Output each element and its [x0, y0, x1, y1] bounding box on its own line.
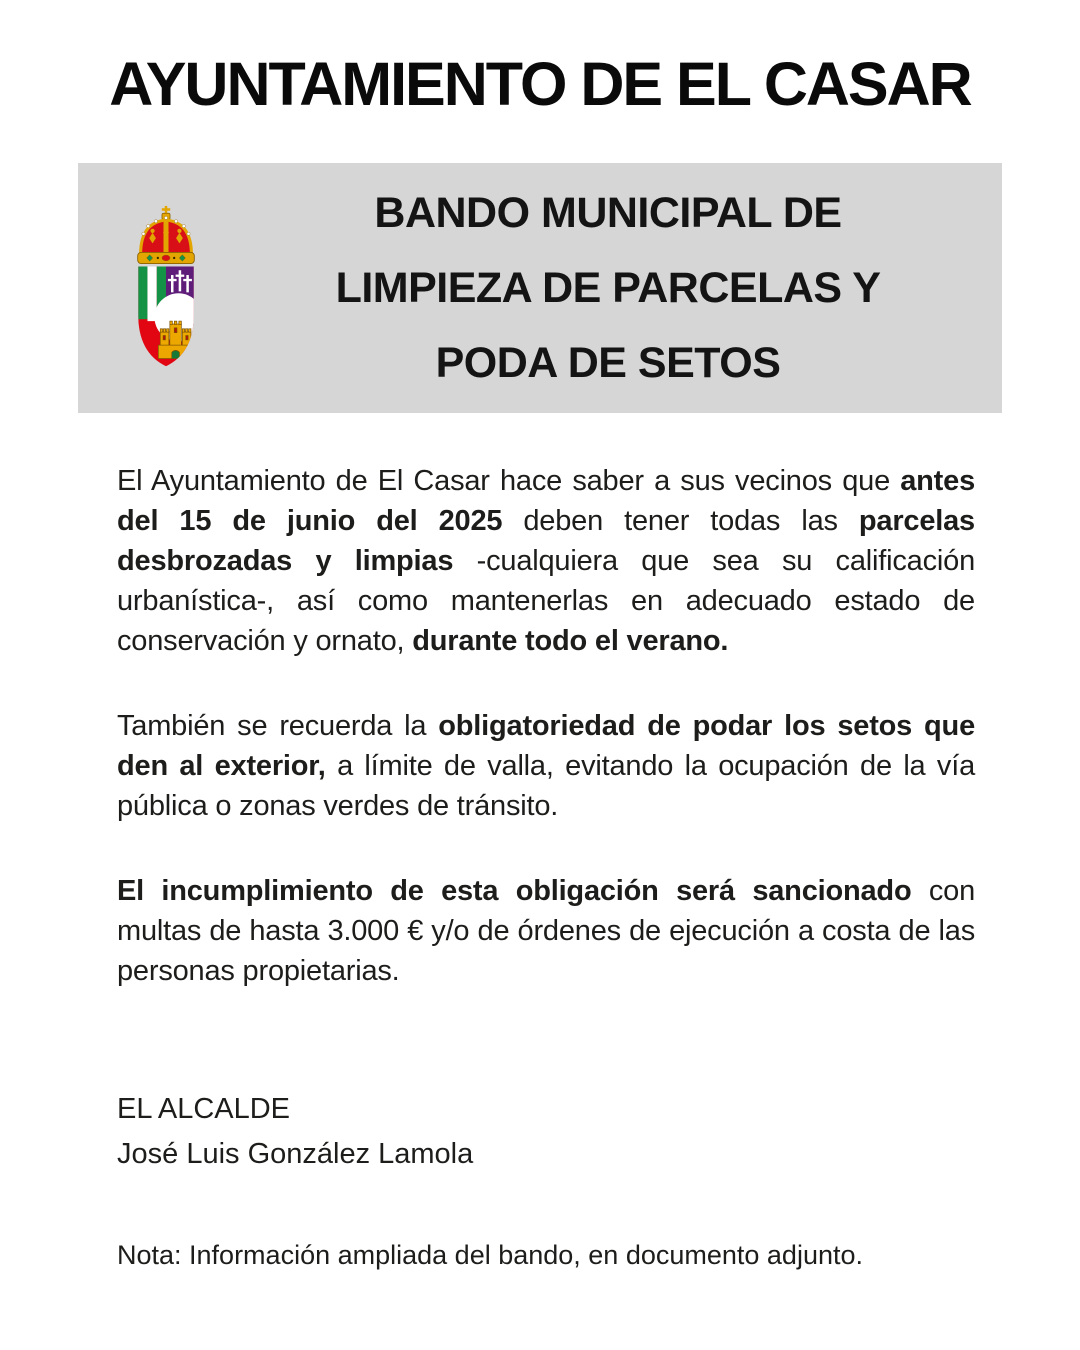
paragraph — [117, 706, 975, 826]
bold-text-segment: antes del 15 de junio del 2025 — [117, 465, 975, 537]
banner — [78, 163, 1002, 413]
text-segment: a límite de valla, evitando la ocupación de la vía pública o zonas verdes de tránsito. — [117, 750, 976, 822]
banner-heading: BANDO MUNICIPAL DE LIMPIEZA DE PARCELAS Y PODA DE SETOS — [335, 188, 881, 387]
bold-text-segment: durante todo el verano. — [412, 625, 729, 657]
crest-box — [78, 201, 214, 375]
paragraph — [117, 461, 975, 661]
signature-name: José Luis González Lamola — [117, 1138, 474, 1170]
bold-text-segment: parcelas desbrozadas y limpias — [117, 505, 975, 577]
bold-text-segment: obligatoriedad de podar los setos que den al exterior, — [117, 710, 975, 782]
signature-role: EL ALCALDE — [117, 1093, 291, 1125]
bold-text-segment: El incumplimiento de esta obligación será sancionado — [117, 875, 912, 907]
paragraph — [117, 871, 975, 991]
text-segment: con multas de hasta 3.000 € y/o de órdenes de ejecución a costa de las personas propietarias. — [117, 875, 976, 987]
banner-text-area — [214, 176, 1002, 401]
text-segment: deben tener todas las — [502, 505, 859, 537]
text-segment: -cualquiera que sea su calificación urbanística-, así como mantenerlas en adecuado estado de conservación y ornato, — [117, 545, 975, 657]
coat-of-arms-icon — [118, 201, 214, 375]
content-area — [0, 461, 1080, 1273]
signature-block — [117, 1087, 975, 1177]
crown-icon — [138, 206, 195, 264]
page-title: AYUNTAMIENTO DE EL CASAR — [109, 50, 971, 118]
footer-note: Nota: Información ampliada del bando, en documento adjunto. — [117, 1240, 863, 1270]
body-paragraphs — [117, 461, 975, 991]
text-segment: También se recuerda la — [117, 710, 439, 742]
shield-icon — [138, 266, 202, 367]
text-segment: El Ayuntamiento de El Casar hace saber a sus vecinos que — [117, 465, 901, 497]
